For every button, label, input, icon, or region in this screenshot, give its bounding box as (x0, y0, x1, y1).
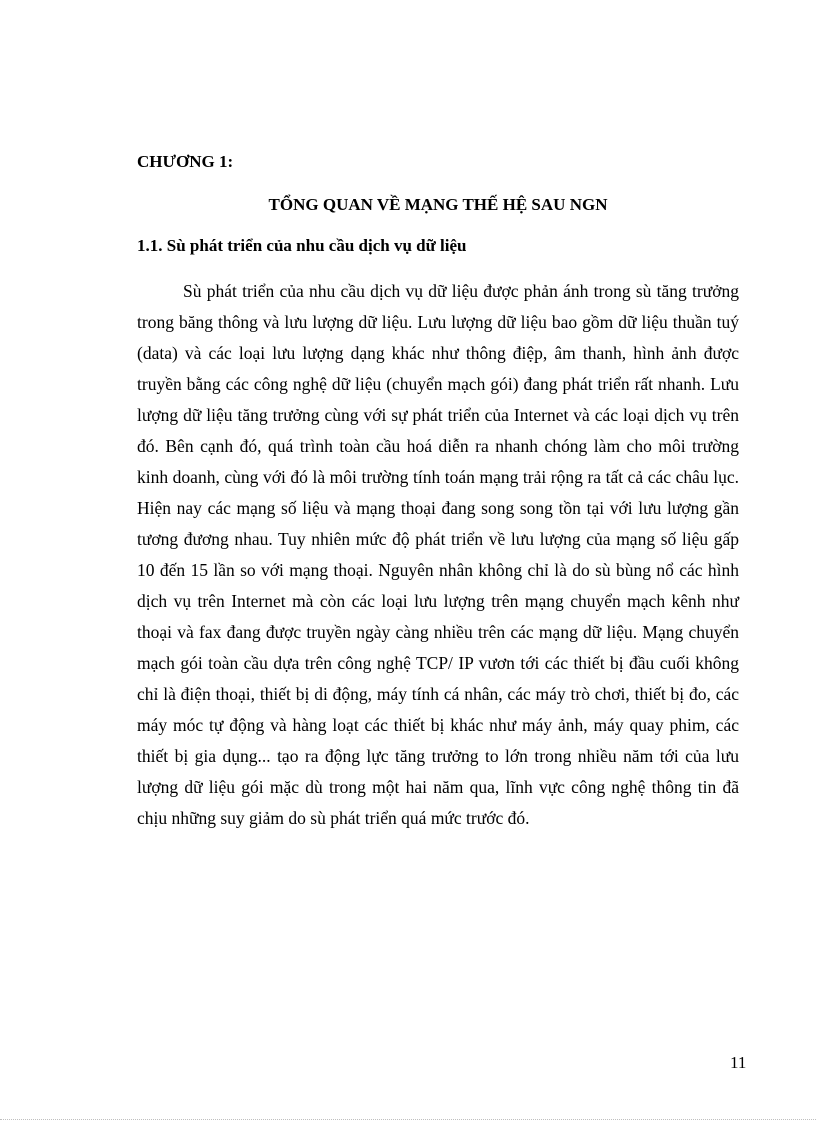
page-number: 11 (730, 1053, 747, 1072)
page-bottom-divider (0, 1119, 816, 1120)
section-heading: 1.1. Sù phát triển của nhu cầu dịch vụ dữ liệu (137, 236, 467, 255)
chapter-title: TỔNG QUAN VỀ MẠNG THẾ HỆ SAU NGN (268, 195, 608, 214)
body-paragraph: Sù phát triển của nhu cầu dịch vụ dữ liệu được phản ánh trong sù tăng trưởng trong băng thông và lưu lượng dữ liệu. Lưu lượng dữ liệu bao gồm dữ liệu thuần tuý (data) và các loại lưu lượng dạng khác như thông điệp, âm thanh, hình ảnh được truyền bằng các công nghệ dữ liệu (chuyển mạch gói) đang phát triển rất nhanh. Lưu lượng dữ liệu tăng trưởng cùng với sự phát triển của Internet và các loại dịch vụ trên đó. Bên cạnh đó, quá trình toàn cầu hoá diễn ra nhanh chóng làm cho môi trường kinh doanh, cùng với đó là môi trường tính toán mạng trải rộng ra tất cả các châu lục. Hiện nay các mạng số liệu và mạng thoại đang song song tồn tại với lưu lượng gần tương đương nhau. Tuy nhiên mức độ phát triển về lưu lượng của mạng số liệu gấp 10 đến 15 lần so với mạng thoại. Nguyên nhân không chỉ là do sù bùng nổ các hình dịch vụ trên Internet mà còn các loại lưu lượng trên mạng chuyển mạch kênh như thoại và fax đang được truyền ngày càng nhiều trên các mạng dữ liệu. Mạng chuyển mạch gói toàn cầu dựa trên công nghệ TCP/ IP vươn tới các thiết bị đầu cuối không chỉ là điện thoại, thiết bị di động, máy tính cá nhân, các máy trò chơi, thiết bị đo, các máy móc tự động và hàng loạt các thiết bị khác như máy ảnh, máy quay phim, các thiết bị gia dụng... tạo ra động lực tăng trưởng to lớn trong nhiều năm tới của lưu lượng dữ liệu gói mặc dù trong một hai năm qua, lĩnh vực công nghệ thông tin đã chịu những suy giảm do sù phát triển quá mức trước đó. (137, 281, 739, 828)
chapter-label: CHƯƠNG 1: (137, 152, 234, 171)
